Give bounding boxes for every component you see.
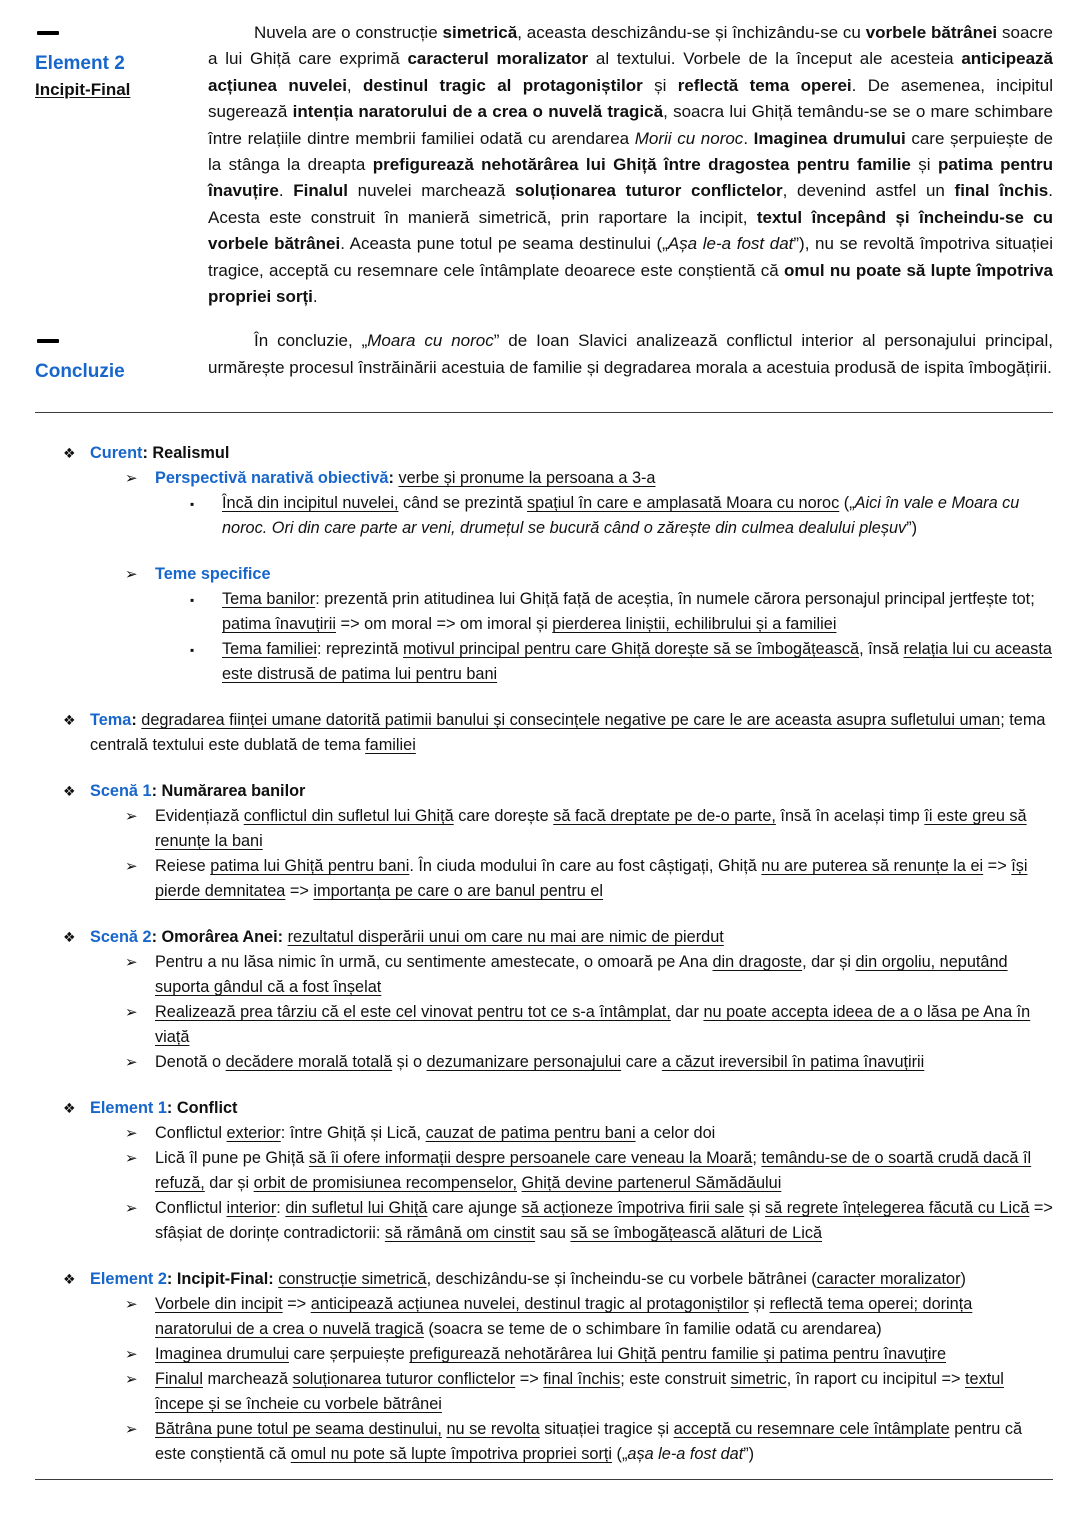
section-sublabel: Incipit-Final [35, 80, 131, 99]
text-segment: Incipit-Final [176, 1270, 269, 1289]
text-segment: ; este construit [620, 1370, 731, 1389]
outline-group [35, 1267, 1053, 1467]
text-segment: Vorbele din incipit [155, 1295, 283, 1314]
diamond-bullet-icon: ❖ [63, 445, 76, 462]
text-segment: , însă [859, 640, 904, 659]
text-segment: Evidențiază [155, 807, 244, 826]
text-segment: dar [670, 1003, 704, 1022]
text-segment: („ [612, 1445, 628, 1464]
text-segment: Perspectivă narativă obiectivă [155, 469, 389, 488]
text-segment: destinul tragic al protagoniștilor [363, 75, 643, 95]
outline-item-text [222, 587, 1053, 637]
text-segment: . Acesta este construit în manieră simetrică, prin raportare la incipit, [208, 181, 1053, 227]
arrow-bullet-icon: ➢ [125, 858, 138, 876]
arrow-bullet-icon: ➢ [125, 470, 138, 488]
text-segment: Scenă 2 [90, 928, 152, 947]
outline-item-text [90, 779, 1053, 804]
diamond-bullet-icon: ❖ [63, 929, 76, 946]
text-segment: degradarea ființei umane datorită patimii banului și consecințele negative pe care le are aceasta asupra sufletului uman [141, 711, 1001, 730]
text-segment: . [743, 128, 754, 148]
text-segment: , dar și [802, 953, 856, 972]
text-segment: Finalul [293, 181, 349, 201]
outline-item [35, 708, 1053, 758]
text-segment: intenția naratorului de a crea o nuvelă tragică [292, 102, 664, 122]
diamond-bullet-icon: ❖ [63, 1100, 76, 1117]
text-segment: să acționeze împotriva firii sale [521, 1199, 745, 1218]
text-segment: Realizează prea târziu că el este cel vinovat pentru tot ce s-a întâmplat, [155, 1003, 671, 1022]
text-segment: . În ciuda modului în care au fost câștigați, Ghiță [409, 857, 762, 876]
text-segment: și [642, 75, 678, 95]
section-concluzie [35, 328, 1053, 388]
text-segment: textul începe și se încheie cu vorbele bătrânei [155, 1370, 1004, 1414]
text-segment: Lică îl pune pe Ghiță [155, 1149, 309, 1168]
text-segment: => om moral => om imoral și [336, 615, 553, 634]
outline-group [35, 441, 1053, 541]
outline-item [35, 925, 1053, 950]
text-segment: din orgoliu, neputând suporta gândul că a fost înșelat [155, 953, 1008, 997]
section-divider [35, 412, 1053, 413]
text-segment: ; [752, 1149, 762, 1168]
text-segment: nu poate accepta ideea de a o lăsa pe Ana în viață [155, 1003, 1031, 1047]
text-segment: care dorește [453, 807, 554, 826]
text-segment: Curent [90, 444, 143, 463]
outline-item [35, 491, 1053, 541]
text-segment: : [131, 711, 142, 730]
text-segment: prefigurează nehotărârea lui Ghiță între dragostea pentru familie [372, 155, 911, 175]
outline-item [35, 1292, 1053, 1342]
text-segment: simetric [730, 1370, 787, 1389]
outline-item [35, 854, 1053, 904]
text-segment: Imaginea drumului [155, 1345, 289, 1364]
section-label: Concluzie [35, 361, 125, 383]
text-segment: anticipează acțiunea nuvelei [208, 49, 1053, 95]
text-segment: : prezentă prin atitudinea lui Ghiță față de aceștia, în numele cărora personajul principal jertfește tot; [315, 590, 1035, 609]
text-segment: își pierde demnitatea [155, 857, 1028, 901]
outline-item [35, 466, 1053, 491]
text-segment: Numărarea banilor [161, 782, 306, 801]
section-sidebar [35, 20, 208, 310]
text-segment: textul începând și încheindu-se cu vorbele bătrânei [208, 207, 1053, 254]
text-segment: îi este greu să renunțe la bani [155, 807, 1027, 851]
text-segment: Imaginea drumului [753, 128, 906, 148]
text-segment: final închis [543, 1370, 621, 1389]
outline-group [35, 562, 1053, 687]
text-segment: orbit de promisiunea recompenselor, [253, 1174, 518, 1193]
text-segment: Tema familiei [222, 640, 317, 659]
outline-item [35, 637, 1053, 687]
outline-item-text [155, 1050, 1053, 1075]
outline-item-text [90, 708, 1053, 758]
text-segment: care șerpuiește de la stânga la dreapta [208, 128, 1054, 175]
text-segment: patima înavuțirii [222, 615, 337, 634]
outline-item-text [155, 804, 1053, 854]
text-segment: caracter moralizator [816, 1270, 961, 1289]
outline-item [35, 1096, 1053, 1121]
text-segment: Reiese [155, 857, 211, 876]
text-segment: . [278, 181, 294, 201]
text-segment: omul nu pote să lupte împotriva propriei sorți [290, 1445, 613, 1464]
text-segment: Pentru a nu lăsa nimic în urmă, cu sentimente amestecate, o omoară pe Ana [155, 953, 713, 972]
text-segment: , [346, 75, 364, 95]
section-paragraph [208, 328, 1053, 388]
text-segment: vorbele bătrânei [865, 23, 998, 42]
text-segment: Conflict [176, 1099, 238, 1118]
text-segment: conflictul din sufletul lui Ghiță [243, 807, 454, 826]
arrow-bullet-icon: ➢ [125, 954, 138, 972]
text-segment: acceptă cu resemnare cele întâmplate [673, 1420, 950, 1439]
text-segment: verbe și pronume la persoana a 3-a [398, 469, 656, 488]
outline-item-text [155, 1000, 1053, 1050]
text-segment: => [983, 857, 1012, 876]
text-segment: care ajunge [427, 1199, 522, 1218]
square-bullet-icon: ▪ [190, 593, 195, 608]
text-segment: , în raport cu incipitul => [786, 1370, 965, 1389]
arrow-bullet-icon: ➢ [125, 1200, 138, 1218]
text-segment: să regrete înțelegerea făcută cu Lică [765, 1199, 1030, 1218]
text-segment: al textului. Vorbele de la început ale acesteia [588, 49, 962, 69]
text-segment: care [621, 1053, 662, 1072]
text-segment: : [388, 469, 399, 488]
text-segment: Tema banilor [222, 590, 316, 609]
text-segment: să îi ofere informații despre persoanele care veneau la Moară [308, 1149, 753, 1168]
text-segment: . De asemenea, incipitul sugerează [208, 75, 1053, 122]
outline-item-text [90, 1096, 1053, 1121]
text-segment: ) [960, 1270, 966, 1289]
outline-item [35, 950, 1053, 1000]
arrow-bullet-icon: ➢ [125, 1421, 138, 1439]
outline-item [35, 1267, 1053, 1292]
text-segment: reflectă tema operei [677, 75, 852, 95]
text-segment: spațiul în care e amplasată Moara cu noroc [527, 494, 840, 513]
text-segment: Element 1 [90, 1099, 167, 1118]
outline-item-text [155, 562, 1053, 587]
text-segment: , deschizându-se și încheindu-se cu vorbele bătrânei ( [426, 1270, 817, 1289]
outline-item [35, 1146, 1053, 1196]
text-segment: Element 2 [90, 1270, 167, 1289]
text-segment: ”) [906, 519, 918, 538]
outline-item-text [155, 1367, 1053, 1417]
diamond-bullet-icon: ❖ [63, 1271, 76, 1288]
outline-item-text [90, 441, 1053, 466]
text-segment: : între Ghiță și Lică, [280, 1124, 426, 1143]
text-segment: : [268, 1270, 279, 1289]
bottom-divider [35, 1479, 1053, 1480]
text-segment: Teme specifice [155, 565, 271, 584]
text-segment: caracterul moralizator [407, 49, 589, 69]
outline-item-text [222, 637, 1053, 687]
text-segment: ”) [743, 1445, 755, 1464]
text-segment: Nuvela are o construcție [254, 23, 443, 42]
text-segment: , soacra lui Ghiță temându-se se o mare schimbare între relațiile dintre membrii familiei odată cu arendarea [208, 102, 1053, 148]
text-segment: interior [226, 1199, 277, 1218]
text-segment: ”), nu se revoltă împotriva situației tragice, acceptă cu resemnare cele întâmplate deoarece este conștientă că [208, 234, 1053, 280]
text-segment: construcție simetrică [278, 1270, 427, 1289]
text-segment: relația lui cu aceasta este distrusă de patima lui pentru bani [222, 640, 1052, 684]
text-segment: așa le-a fost dat [627, 1445, 744, 1464]
text-segment: nu se revolta [446, 1420, 540, 1439]
outline-item [35, 587, 1053, 637]
outline-group [35, 925, 1053, 1075]
text-segment: => [285, 882, 314, 901]
text-segment: („ [839, 494, 855, 513]
text-segment: și o [392, 1053, 427, 1072]
text-segment: soluționarea tuturor conflictelor [514, 181, 783, 201]
text-segment: Așa le-a fost dat [667, 234, 794, 254]
text-segment: : [166, 1099, 177, 1118]
text-segment: patima pentru înavuțire [208, 155, 1053, 201]
text-segment: . [312, 287, 318, 307]
outline-item [35, 779, 1053, 804]
outline-item-text [155, 1146, 1053, 1196]
outline-item-text [155, 1292, 1053, 1342]
arrow-bullet-icon: ➢ [125, 1150, 138, 1168]
dash-icon [37, 339, 59, 343]
outline-item-text [155, 1417, 1053, 1467]
diamond-bullet-icon: ❖ [63, 712, 76, 729]
outline-item [35, 1000, 1053, 1050]
text-segment: : [142, 444, 153, 463]
outline-item [35, 1050, 1053, 1075]
arrow-bullet-icon: ➢ [125, 1125, 138, 1143]
text-segment: dezumanizare personajului [426, 1053, 622, 1072]
diamond-bullet-icon: ❖ [63, 783, 76, 800]
text-segment: , devenind astfel un [782, 181, 955, 201]
text-segment: pentru că este conștientă că [155, 1420, 1023, 1464]
text-segment: : [277, 928, 288, 947]
text-segment: final închis [954, 181, 1049, 201]
text-segment: , aceasta deschizându-se și închizându-se cu [517, 23, 866, 42]
text-segment: Tema [90, 711, 132, 730]
text-segment: Încă din incipitul nuvelei, [222, 494, 399, 513]
text-segment: ” de Ioan Slavici analizează conflictul interior al personajului principal, urmărește procesul înstrăinării acestuia de familie și degradarea morala a acestuia produsă de ispita îmbogățirii. [208, 331, 1053, 377]
text-segment: familiei [365, 736, 416, 755]
text-segment: soluționarea tuturor conflictelor [292, 1370, 516, 1389]
text-segment: : reprezintă [317, 640, 403, 659]
text-segment: Aici în vale e Moara cu noroc. Ori din care parte ar veni, drumețul se bucură când o zărește din culmea dealului pleșuv [222, 494, 1020, 538]
outline-group [35, 1096, 1053, 1246]
text-segment: decădere morală totală [225, 1053, 393, 1072]
arrow-bullet-icon: ➢ [125, 1004, 138, 1022]
text-segment: să facă dreptate pe de-o parte, [553, 807, 776, 826]
text-segment: : [151, 782, 162, 801]
text-segment: rezultatul disperării unui om care nu mai are nimic de pierdut [287, 928, 724, 947]
outline-item-text [155, 466, 1053, 491]
outline-item [35, 562, 1053, 587]
outline-item [35, 1342, 1053, 1367]
section-label: Element 2 [35, 53, 125, 74]
text-segment: => [515, 1370, 544, 1389]
outline [35, 441, 1053, 1467]
outline-item [35, 1121, 1053, 1146]
outline-item-text [155, 1121, 1053, 1146]
text-segment: care șerpuiește [288, 1345, 410, 1364]
section-paragraph [208, 20, 1053, 310]
arrow-bullet-icon: ➢ [125, 808, 138, 826]
text-segment: omul nu poate să lupte împotriva propriei sorți [208, 260, 1053, 307]
text-segment: și [910, 155, 938, 175]
text-segment: marchează [202, 1370, 293, 1389]
text-segment: . Aceasta pune totul pe seama destinului („ [340, 234, 668, 254]
text-segment: motivul principal pentru care Ghiță dorește să se îmbogățească [402, 640, 860, 659]
text-segment: Scenă 1 [90, 782, 152, 801]
text-segment: a celor doi [635, 1124, 716, 1143]
outline-item-text [90, 1267, 1053, 1292]
square-bullet-icon: ▪ [190, 497, 195, 512]
text-segment: Conflictul [155, 1124, 227, 1143]
text-segment: Conflictul [155, 1199, 227, 1218]
outline-item [35, 1417, 1053, 1467]
text-segment: simetrică [442, 23, 518, 42]
text-segment: când se prezintă [398, 494, 528, 513]
text-segment: Morii cu noroc [634, 128, 744, 148]
text-segment: Denotă o [155, 1053, 226, 1072]
text-segment: cauzat de patima pentru bani [425, 1124, 636, 1143]
outline-item-text [155, 854, 1053, 904]
text-segment: În concluzie, „ [254, 331, 368, 351]
text-segment: reflectă tema operei; dorința naratorului de a crea o nuvelă tragică [155, 1295, 973, 1339]
outline-item-text [155, 1342, 1053, 1367]
text-segment: Ghiță devine partenerul Sămădăului [521, 1174, 782, 1193]
text-segment: anticipează acțiunea nuvelei, destinul tragic al protagoniștilor [310, 1295, 749, 1314]
text-segment: : [276, 1199, 286, 1218]
arrow-bullet-icon: ➢ [125, 1346, 138, 1364]
text-segment: să se îmbogățească alături de Lică [570, 1224, 823, 1243]
outline-item-text [155, 1196, 1053, 1246]
text-segment: să rămână om cinstit [384, 1224, 536, 1243]
text-segment: (soacra se teme de o schimbare în familie odată cu arendarea) [423, 1320, 882, 1339]
arrow-bullet-icon: ➢ [125, 1371, 138, 1389]
text-segment: temându-se de o soartă crudă dacă îl refuză, [155, 1149, 1032, 1193]
outline-group [35, 708, 1053, 758]
text-segment: și [748, 1295, 770, 1314]
arrow-bullet-icon: ➢ [125, 566, 138, 584]
text-segment: nuvelei marchează [348, 181, 515, 201]
text-segment: situației tragice și [539, 1420, 674, 1439]
text-segment: exterior [226, 1124, 281, 1143]
text-segment: : [166, 1270, 177, 1289]
text-segment: => [282, 1295, 311, 1314]
text-segment: nu are puterea să renunțe la ei [761, 857, 984, 876]
outline-item-text [222, 491, 1053, 541]
dash-icon [37, 31, 59, 35]
text-segment: importanța pe care o are banul pentru el [313, 882, 604, 901]
arrow-bullet-icon: ➢ [125, 1054, 138, 1072]
outline-item [35, 1196, 1053, 1246]
outline-item-text [90, 925, 1053, 950]
section-sidebar [35, 328, 208, 388]
text-segment: prefigurează nehotărârea lui Ghiță pentru familie și patima pentru înavuțire [409, 1345, 947, 1364]
outline-item [35, 1367, 1053, 1417]
text-segment: Moara cu noroc [367, 331, 494, 351]
text-segment: sau [535, 1224, 571, 1243]
text-segment: : [151, 928, 162, 947]
text-segment: a căzut ireversibil în patima înavuțirii [661, 1053, 925, 1072]
text-segment: Realismul [152, 444, 230, 463]
text-segment: Omorârea Anei [161, 928, 278, 947]
text-segment: din sufletul lui Ghiță [285, 1199, 428, 1218]
text-segment: dar și [204, 1174, 254, 1193]
outline-group [35, 779, 1053, 904]
text-segment: Finalul [155, 1370, 203, 1389]
text-segment: și [744, 1199, 765, 1218]
text-segment: însă în același timp [775, 807, 925, 826]
square-bullet-icon: ▪ [190, 643, 195, 658]
outline-item [35, 441, 1053, 466]
text-segment: ; tema centrală textului este dublată de tema [90, 711, 1046, 755]
text-segment: pierderea liniștii, echilibrului și a familiei [552, 615, 837, 634]
text-segment: Bătrâna pune totul pe seama destinului, [155, 1420, 442, 1439]
text-segment: soacre a lui Ghiță care exprimă [208, 23, 1054, 69]
text-segment: din dragoste [712, 953, 803, 972]
section-incipit-final [35, 20, 1053, 310]
arrow-bullet-icon: ➢ [125, 1296, 138, 1314]
outline-item-text [155, 950, 1053, 1000]
outline-item [35, 804, 1053, 854]
text-segment: patima lui Ghiță pentru bani [210, 857, 410, 876]
text-segment: => sfâșiat de dorințe contradictorii: [155, 1199, 1053, 1243]
